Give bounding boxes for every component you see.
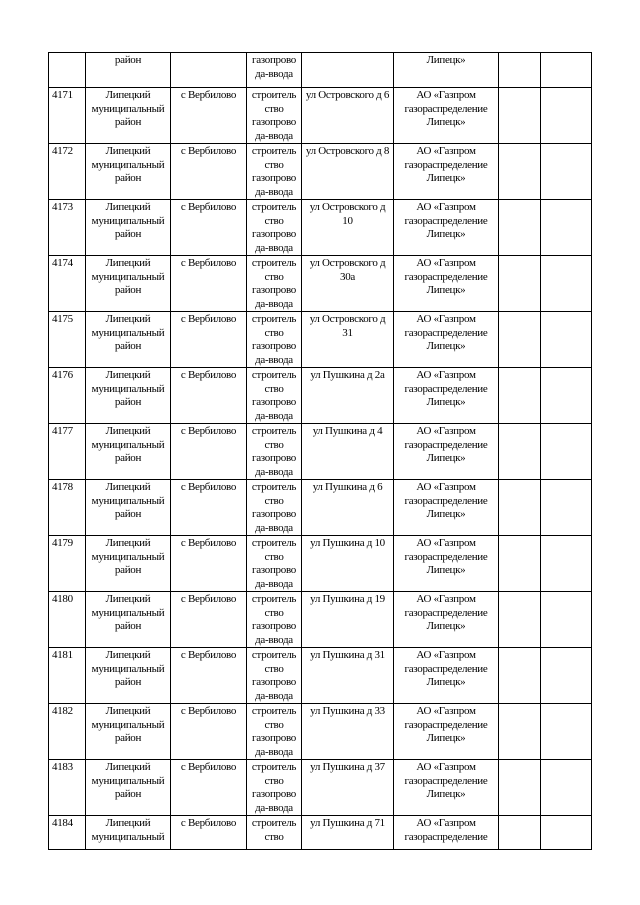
cell-organization: АО «Газпром газораспределение Липецк» <box>394 256 499 312</box>
cell-extra-2 <box>541 144 592 200</box>
cell-extra-2 <box>541 480 592 536</box>
cell-extra-2 <box>541 368 592 424</box>
cell-address: ул Пушкина д 10 <box>302 536 394 592</box>
cell-extra-1 <box>499 200 541 256</box>
cell-locality <box>171 53 247 88</box>
table-row <box>49 648 592 704</box>
table-body <box>49 53 592 850</box>
cell-district: Липецкий муниципальный район <box>86 312 171 368</box>
cell-organization: АО «Газпром газораспределение Липецк» <box>394 312 499 368</box>
cell-district: Липецкий муниципальный район <box>86 760 171 816</box>
cell-extra-1 <box>499 592 541 648</box>
cell-organization: АО «Газпром газораспределение Липецк» <box>394 536 499 592</box>
table-row <box>49 592 592 648</box>
cell-address <box>302 53 394 88</box>
cell-extra-1 <box>499 816 541 850</box>
cell-address: ул Пушкина д 6 <box>302 480 394 536</box>
cell-extra-2 <box>541 424 592 480</box>
cell-locality: с Вербилово <box>171 88 247 144</box>
cell-locality: с Вербилово <box>171 816 247 850</box>
cell-organization: АО «Газпром газораспределение Липецк» <box>394 144 499 200</box>
cell-address: ул Пушкина д 19 <box>302 592 394 648</box>
cell-extra-2 <box>541 648 592 704</box>
table-row <box>49 424 592 480</box>
cell-district: Липецкий муниципальный район <box>86 592 171 648</box>
cell-work-type: строитель ство газопрово да-ввода <box>247 480 302 536</box>
cell-locality: с Вербилово <box>171 704 247 760</box>
cell-organization: АО «Газпром газораспределение Липецк» <box>394 592 499 648</box>
cell-extra-1 <box>499 480 541 536</box>
cell-locality: с Вербилово <box>171 312 247 368</box>
cell-extra-2 <box>541 592 592 648</box>
cell-extra-2 <box>541 536 592 592</box>
cell-extra-1 <box>499 648 541 704</box>
cell-locality: с Вербилово <box>171 256 247 312</box>
cell-extra-1 <box>499 424 541 480</box>
cell-extra-2 <box>541 312 592 368</box>
cell-extra-2 <box>541 88 592 144</box>
cell-work-type: строитель ство газопрово да-ввода <box>247 704 302 760</box>
cell-organization: Липецк» <box>394 53 499 88</box>
cell-organization: АО «Газпром газораспределение Липецк» <box>394 704 499 760</box>
table-row <box>49 368 592 424</box>
cell-work-type: строитель ство газопрово да-ввода <box>247 424 302 480</box>
cell-district: Липецкий муниципальный район <box>86 480 171 536</box>
cell-extra-1 <box>499 256 541 312</box>
cell-work-type: строитель ство газопрово да-ввода <box>247 592 302 648</box>
table-row <box>49 480 592 536</box>
cell-address: ул Пушкина д 4 <box>302 424 394 480</box>
table-row <box>49 144 592 200</box>
cell-number: 4183 <box>49 760 86 816</box>
table-row <box>49 200 592 256</box>
cell-district: Липецкий муниципальный район <box>86 648 171 704</box>
cell-address: ул Островского д 30а <box>302 256 394 312</box>
cell-work-type: строитель ство газопрово да-ввода <box>247 368 302 424</box>
cell-number: 4177 <box>49 424 86 480</box>
cell-district: Липецкий муниципальный район <box>86 200 171 256</box>
cell-locality: с Вербилово <box>171 144 247 200</box>
cell-number: 4184 <box>49 816 86 850</box>
cell-address: ул Островского д 6 <box>302 88 394 144</box>
cell-organization: АО «Газпром газораспределение Липецк» <box>394 88 499 144</box>
cell-locality: с Вербилово <box>171 480 247 536</box>
cell-number: 4181 <box>49 648 86 704</box>
cell-organization: АО «Газпром газораспределение Липецк» <box>394 200 499 256</box>
cell-number <box>49 53 86 88</box>
cell-number: 4175 <box>49 312 86 368</box>
cell-work-type: строитель ство газопрово да-ввода <box>247 88 302 144</box>
cell-work-type: строитель ство газопрово да-ввода <box>247 200 302 256</box>
table-row <box>49 312 592 368</box>
cell-district: Липецкий муниципальный район <box>86 256 171 312</box>
cell-address: ул Пушкина д 31 <box>302 648 394 704</box>
table-row <box>49 760 592 816</box>
cell-address: ул Островского д 8 <box>302 144 394 200</box>
cell-number: 4174 <box>49 256 86 312</box>
cell-number: 4182 <box>49 704 86 760</box>
cell-number: 4179 <box>49 536 86 592</box>
cell-extra-2 <box>541 200 592 256</box>
cell-address: ул Островского д 31 <box>302 312 394 368</box>
cell-work-type: строитель ство газопрово да-ввода <box>247 536 302 592</box>
cell-extra-2 <box>541 53 592 88</box>
cell-number: 4180 <box>49 592 86 648</box>
table-row <box>49 256 592 312</box>
cell-extra-1 <box>499 760 541 816</box>
cell-number: 4176 <box>49 368 86 424</box>
cell-address: ул Пушкина д 33 <box>302 704 394 760</box>
cell-locality: с Вербилово <box>171 760 247 816</box>
cell-extra-1 <box>499 312 541 368</box>
cell-district: Липецкий муниципальный район <box>86 368 171 424</box>
cell-locality: с Вербилово <box>171 424 247 480</box>
cell-district: Липецкий муниципальный район <box>86 424 171 480</box>
cell-work-type: строитель ство газопрово да-ввода <box>247 256 302 312</box>
cell-locality: с Вербилово <box>171 648 247 704</box>
cell-extra-2 <box>541 704 592 760</box>
table-row <box>49 536 592 592</box>
cell-extra-1 <box>499 53 541 88</box>
cell-extra-2 <box>541 256 592 312</box>
cell-extra-1 <box>499 368 541 424</box>
cell-district: Липецкий муниципальный район <box>86 536 171 592</box>
cell-district: Липецкий муниципальный <box>86 816 171 850</box>
table-row <box>49 88 592 144</box>
cell-locality: с Вербилово <box>171 536 247 592</box>
cell-extra-1 <box>499 704 541 760</box>
table-row <box>49 704 592 760</box>
cell-work-type: строитель ство газопрово да-ввода <box>247 144 302 200</box>
cell-work-type: строитель ство <box>247 816 302 850</box>
cell-number: 4172 <box>49 144 86 200</box>
cell-work-type: строитель ство газопрово да-ввода <box>247 648 302 704</box>
cell-extra-2 <box>541 760 592 816</box>
cell-number: 4171 <box>49 88 86 144</box>
cell-work-type: газопрово да-ввода <box>247 53 302 88</box>
cell-extra-1 <box>499 88 541 144</box>
cell-work-type: строитель ство газопрово да-ввода <box>247 760 302 816</box>
cell-organization: АО «Газпром газораспределение Липецк» <box>394 480 499 536</box>
cell-address: ул Островского д 10 <box>302 200 394 256</box>
cell-organization: АО «Газпром газораспределение Липецк» <box>394 424 499 480</box>
cell-address: ул Пушкина д 71 <box>302 816 394 850</box>
registry-table <box>48 52 592 850</box>
cell-extra-1 <box>499 144 541 200</box>
table-row-fragment-bottom <box>49 816 592 850</box>
cell-district: Липецкий муниципальный район <box>86 144 171 200</box>
cell-locality: с Вербилово <box>171 200 247 256</box>
cell-address: ул Пушкина д 37 <box>302 760 394 816</box>
cell-district: район <box>86 53 171 88</box>
cell-extra-2 <box>541 816 592 850</box>
cell-extra-1 <box>499 536 541 592</box>
cell-district: Липецкий муниципальный район <box>86 704 171 760</box>
cell-organization: АО «Газпром газораспределение <box>394 816 499 850</box>
cell-locality: с Вербилово <box>171 368 247 424</box>
cell-organization: АО «Газпром газораспределение Липецк» <box>394 368 499 424</box>
table-row-fragment-top <box>49 53 592 88</box>
cell-address: ул Пушкина д 2а <box>302 368 394 424</box>
cell-work-type: строитель ство газопрово да-ввода <box>247 312 302 368</box>
cell-locality: с Вербилово <box>171 592 247 648</box>
cell-number: 4178 <box>49 480 86 536</box>
cell-district: Липецкий муниципальный район <box>86 88 171 144</box>
cell-organization: АО «Газпром газораспределение Липецк» <box>394 760 499 816</box>
cell-number: 4173 <box>49 200 86 256</box>
cell-organization: АО «Газпром газораспределение Липецк» <box>394 648 499 704</box>
